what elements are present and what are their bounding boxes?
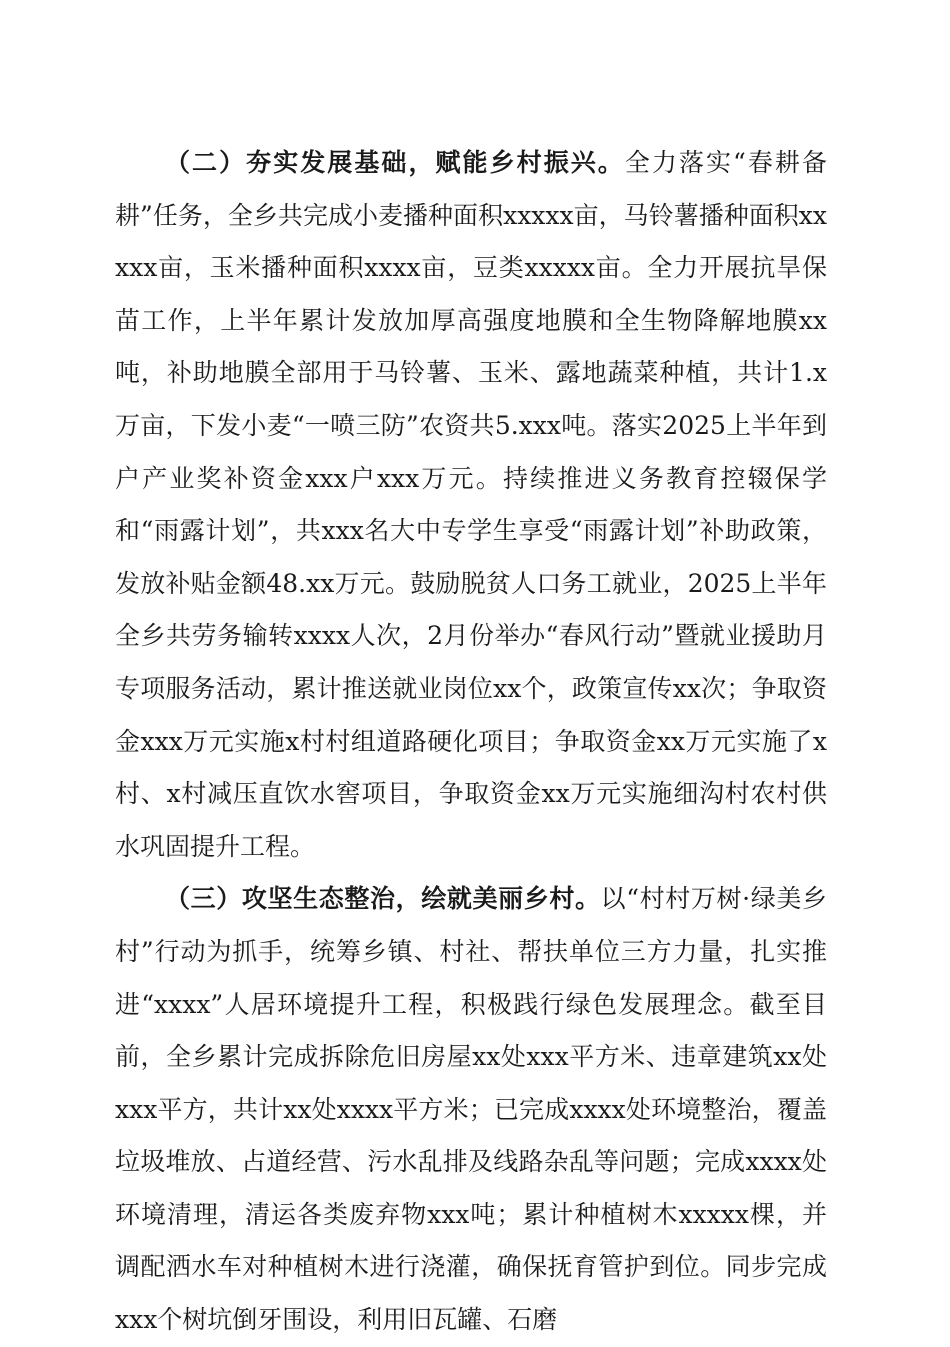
section-2-body: 全力落实“春耕备耕”任务，全乡共完成小麦播种面积xxxxx亩，马铃薯播种面积xxxxx亩，玉米播种面积xxxx亩，豆类xxxxx亩。全力开展抗旱保苗工作，上半年累计发放加厚高强度地膜和全生物降解地膜xx吨，补助地膜全部用于马铃薯、玉米、露地蔬菜种植，共计1.x万亩，下发小麦“一喷三防”农资共5.xxx吨。落实2025上半年到户产业奖补资金xxx户xxx万元。持续推进义务教育控辍保学和“雨露计划”，共xxx名大中专学生享受“雨露计划”补助政策，发放补贴金额48.xx万元。鼓励脱贫人口务工就业，2025上半年全乡共劳务输转xxxx人次，2月份举办“春风行动”暨就业援助月专项服务活动，累计推送就业岗位xx个，政策宣传xx次；争取资金xxx万元实施x村村组道路硬化项目；争取资金xx万元实施了x村、x村减压直饮水窖项目，争取资金xx万元实施细沟村农村供水巩固提升工程。 bbox=[115, 148, 827, 861]
section-3-heading: （三）攻坚生态整治，绘就美丽乡村。 bbox=[165, 884, 601, 914]
section-3-body: 以“村村万树·绿美乡村”行动为抓手，统筹乡镇、村社、帮扶单位三方力量，扎实推进“xxxx”人居环境提升工程，积极践行绿色发展理念。截至目前，全乡累计完成拆除危旧房屋xx处xxx平方米、违章建筑xx处xxx平方，共计xx处xxxx平方米；已完成xxxx处环境整治，覆盖垃圾堆放、占道经营、污水乱排及线路杂乱等问题；完成xxxx处环境清理，清运各类废弃物xxx吨；累计种植树木xxxxx棵，并调配洒水车对种植树木进行浇灌，确保抚育管护到位。同步完成xxx个树坑倒牙围设，利用旧瓦罐、石磨 bbox=[115, 884, 827, 1335]
paragraph-section-3 bbox=[115, 873, 827, 1346]
section-2-heading: （二）夯实发展基础，赋能乡村振兴。 bbox=[165, 148, 625, 177]
document-body bbox=[115, 137, 827, 1347]
paragraph-section-2 bbox=[115, 137, 827, 873]
